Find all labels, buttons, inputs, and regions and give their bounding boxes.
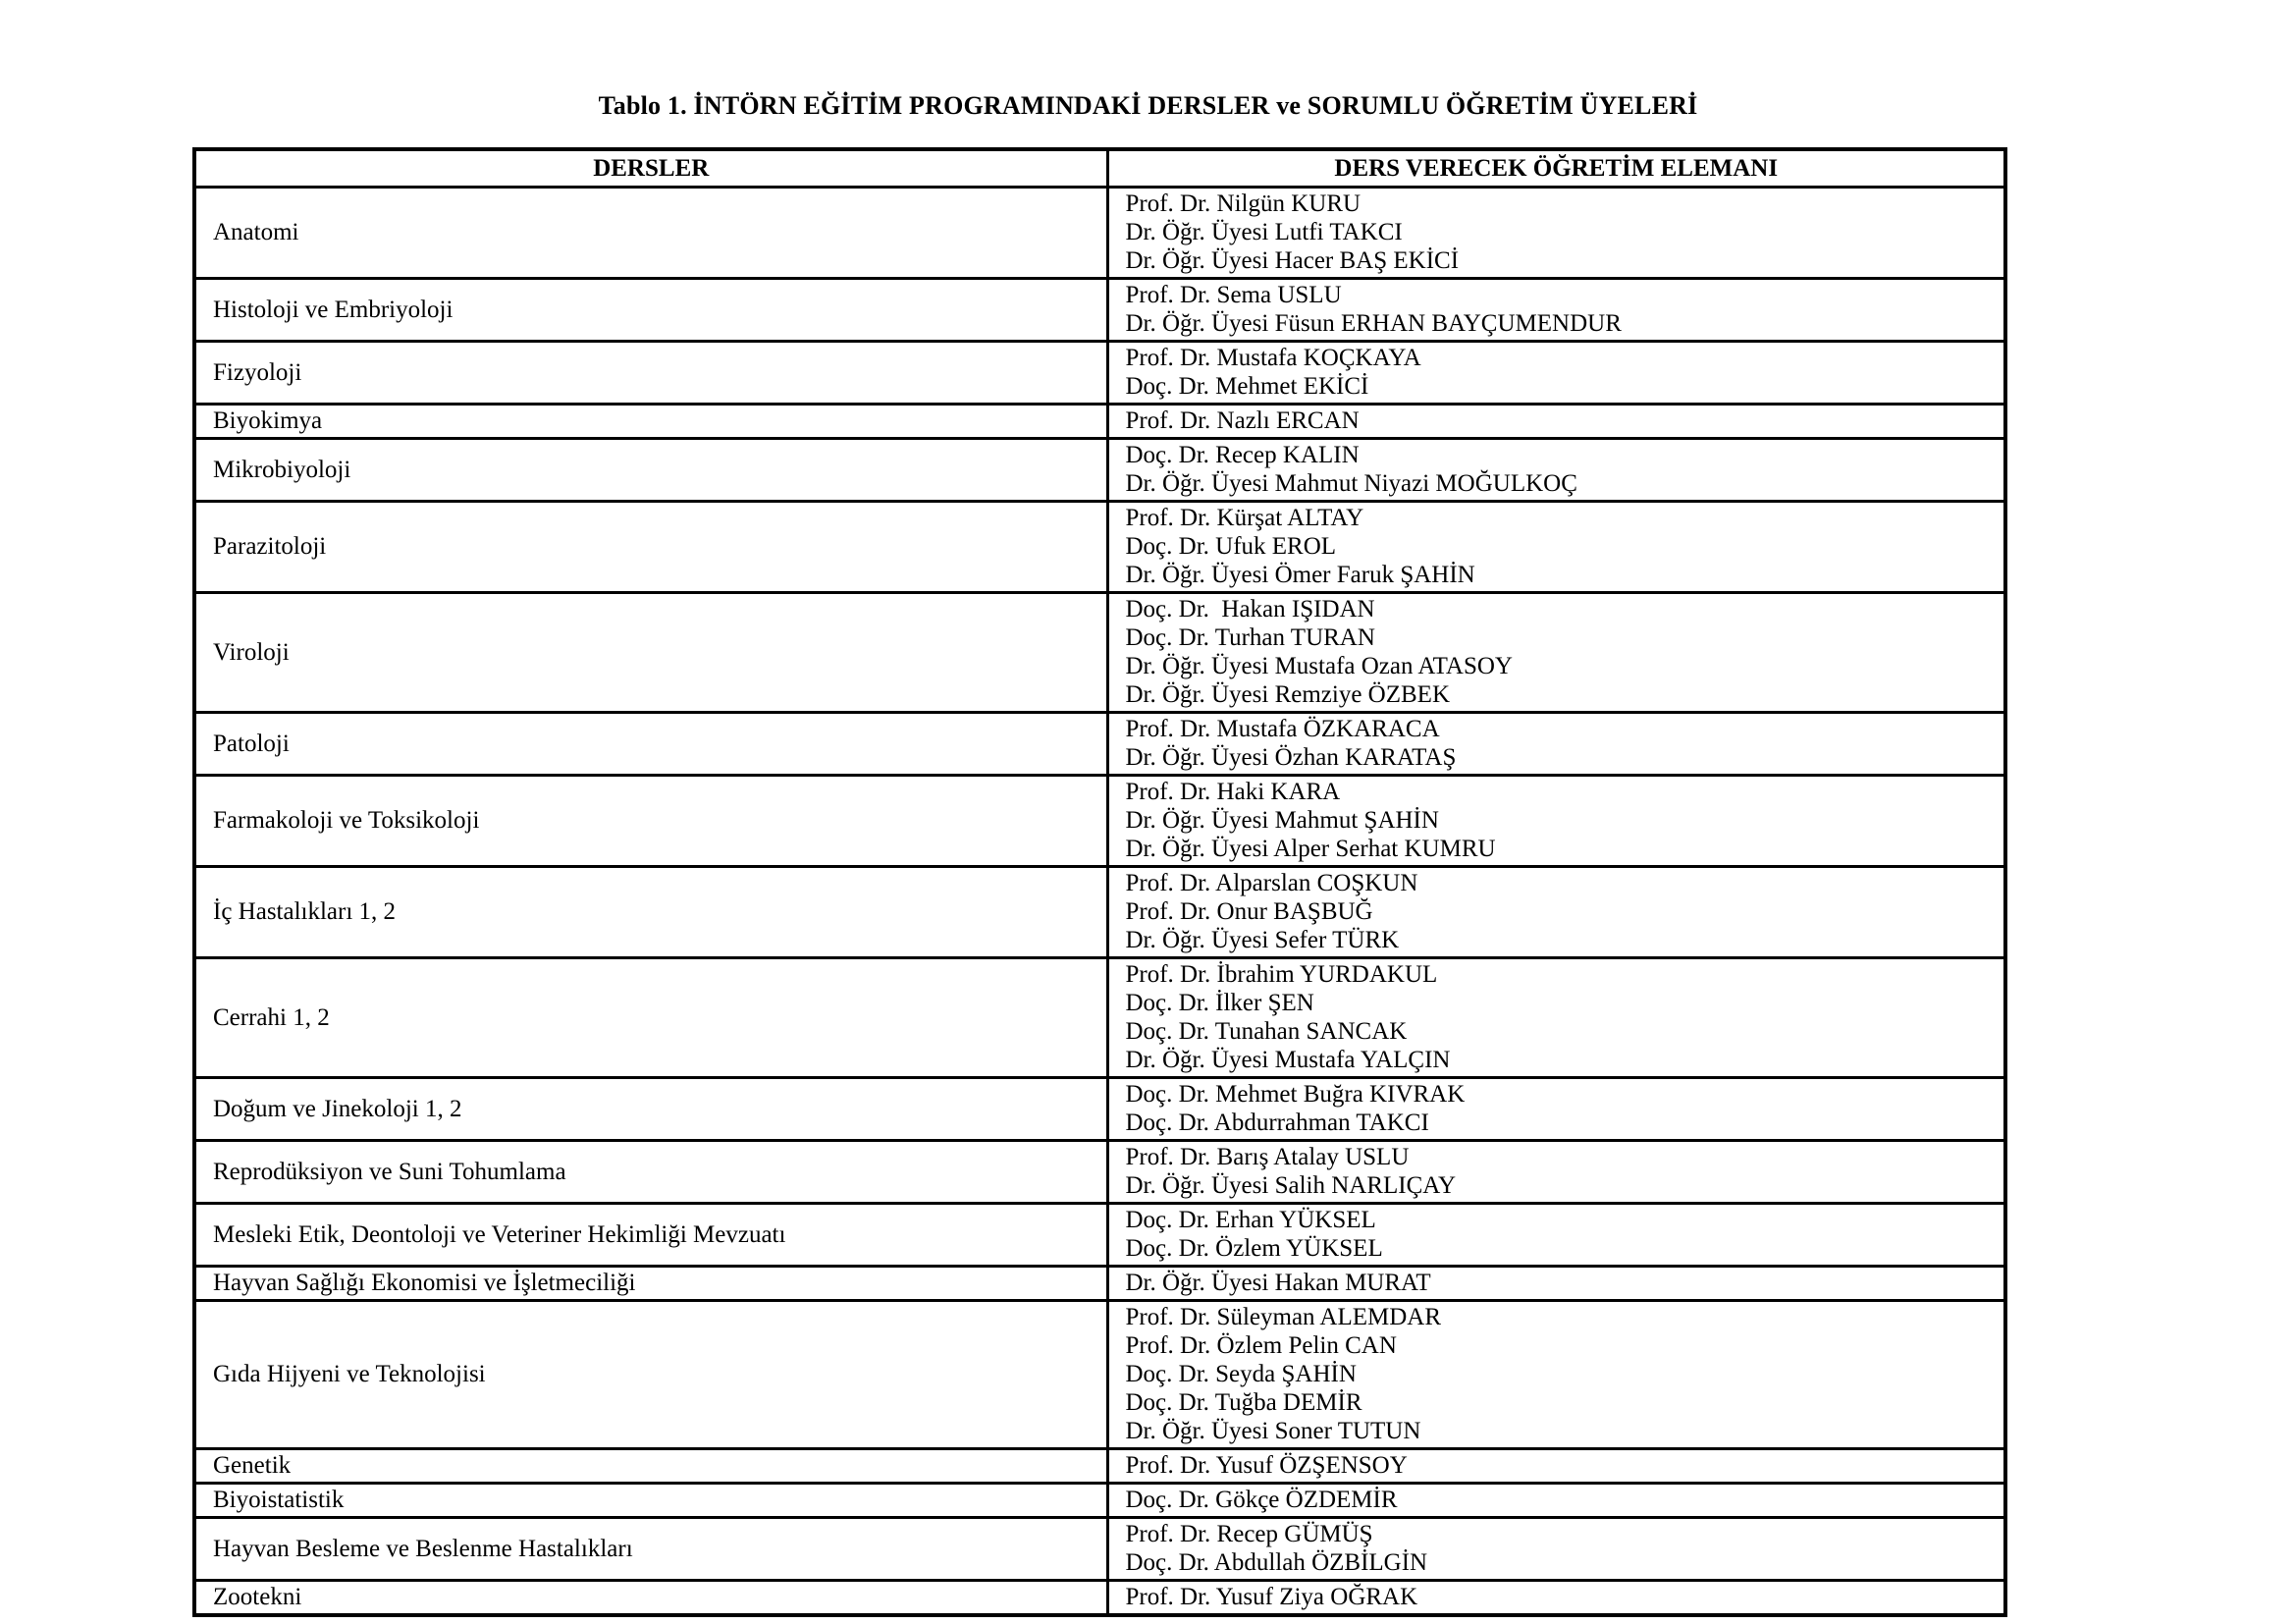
- instructors-cell: [1107, 188, 2005, 279]
- instructor-line: Prof. Dr. Süleyman ALEMDAR: [1125, 1304, 1442, 1330]
- instructor-line: Dr. Öğr. Üyesi Soner TUTUN: [1125, 1418, 1421, 1444]
- course-name: Viroloji: [194, 593, 1107, 713]
- instructors-cell: [1107, 1141, 2005, 1204]
- instructor-line: Doç. Dr. Abdullah ÖZBİLGİN: [1125, 1549, 1428, 1576]
- instructor-line: Dr. Öğr. Üyesi Mustafa Ozan ATASOY: [1125, 653, 1513, 679]
- course-name: Genetik: [194, 1449, 1107, 1484]
- instructor-line: Prof. Dr. Kürşat ALTAY: [1125, 505, 1364, 531]
- instructors-cell: [1107, 1449, 2005, 1484]
- course-name: Hayvan Besleme ve Beslenme Hastalıkları: [194, 1518, 1107, 1581]
- table-row: [194, 1141, 2005, 1204]
- course-name: Zootekni: [194, 1581, 1107, 1616]
- instructor-line: Doç. Dr. Seyda ŞAHİN: [1125, 1361, 1357, 1387]
- instructor-line: Dr. Öğr. Üyesi Hacer BAŞ EKİCİ: [1125, 247, 1460, 274]
- table-row: [194, 502, 2005, 593]
- instructor-line: Prof. Dr. Barış Atalay USLU: [1125, 1144, 1410, 1170]
- instructor-line: Doç. Dr. Abdurrahman TAKCI: [1125, 1110, 1429, 1136]
- instructor-line: Dr. Öğr. Üyesi Mustafa YALÇIN: [1125, 1047, 1451, 1073]
- instructor-line: Dr. Öğr. Üyesi Mahmut Niyazi MOĞULKOÇ: [1125, 470, 1577, 497]
- course-name: Fizyoloji: [194, 342, 1107, 405]
- table-row: [194, 1518, 2005, 1581]
- table-row: [194, 958, 2005, 1078]
- course-name: Histoloji ve Embriyoloji: [194, 279, 1107, 342]
- course-name: Anatomi: [194, 188, 1107, 279]
- instructors-cell: [1107, 958, 2005, 1078]
- instructor-line: Dr. Öğr. Üyesi Remziye ÖZBEK: [1125, 681, 1451, 708]
- table-header-row: [194, 149, 2005, 188]
- instructor-line: Doç. Dr. İlker ŞEN: [1125, 990, 1314, 1016]
- instructor-line: Prof. Dr. Nilgün KURU: [1125, 190, 1362, 217]
- table-body: [194, 188, 2005, 1616]
- course-name: Reprodüksiyon ve Suni Tohumlama: [194, 1141, 1107, 1204]
- table-row: [194, 1581, 2005, 1616]
- instructor-line: Prof. Dr. Mustafa KOÇKAYA: [1125, 345, 1421, 371]
- instructor-line: Prof. Dr. Haki KARA: [1125, 779, 1341, 805]
- course-name: Hayvan Sağlığı Ekonomisi ve İşletmeciliği: [194, 1267, 1107, 1301]
- instructors-cell: [1107, 1484, 2005, 1518]
- table-row: [194, 713, 2005, 776]
- courses-table: [192, 147, 2007, 1617]
- table-row: [194, 1449, 2005, 1484]
- instructors-cell: [1107, 593, 2005, 713]
- course-name: Biyoistatistik: [194, 1484, 1107, 1518]
- instructor-line: Dr. Öğr. Üyesi Hakan MURAT: [1125, 1270, 1431, 1296]
- instructor-line: Prof. Dr. Sema USLU: [1125, 282, 1342, 308]
- table-row: [194, 867, 2005, 958]
- instructors-cell: [1107, 1581, 2005, 1616]
- instructor-line: Doç. Dr. Özlem YÜKSEL: [1125, 1235, 1383, 1262]
- instructor-line: Prof. Dr. İbrahim YURDAKUL: [1125, 961, 1438, 988]
- instructor-line: Prof. Dr. Nazlı ERCAN: [1125, 407, 1360, 434]
- table-row: [194, 342, 2005, 405]
- course-name: Farmakoloji ve Toksikoloji: [194, 776, 1107, 867]
- column-header-lecturers: DERS VERECEK ÖĞRETİM ELEMANI: [1107, 149, 2005, 188]
- instructor-line: Dr. Öğr. Üyesi Özhan KARATAŞ: [1125, 744, 1457, 771]
- instructor-line: Doç. Dr. Gökçe ÖZDEMİR: [1125, 1487, 1398, 1513]
- course-name: Patoloji: [194, 713, 1107, 776]
- table-row: [194, 593, 2005, 713]
- instructors-cell: [1107, 1518, 2005, 1581]
- instructors-cell: [1107, 405, 2005, 439]
- table-row: [194, 1301, 2005, 1449]
- course-name: Gıda Hijyeni ve Teknolojisi: [194, 1301, 1107, 1449]
- table-row: [194, 439, 2005, 502]
- instructors-cell: [1107, 342, 2005, 405]
- instructor-line: Doç. Dr. Erhan YÜKSEL: [1125, 1207, 1376, 1233]
- instructor-line: Dr. Öğr. Üyesi Ömer Faruk ŞAHİN: [1125, 562, 1475, 588]
- course-name: Biyokimya: [194, 405, 1107, 439]
- table-row: [194, 279, 2005, 342]
- table-row: [194, 405, 2005, 439]
- instructor-line: Prof. Dr. Recep GÜMÜŞ: [1125, 1521, 1373, 1547]
- instructors-cell: [1107, 279, 2005, 342]
- table-caption: Tablo 1. İNTÖRN EĞİTİM PROGRAMINDAKİ DERSLER ve SORUMLU ÖĞRETİM ÜYELERİ: [598, 91, 1698, 120]
- instructor-line: Doç. Dr. Mehmet Buğra KIVRAK: [1125, 1081, 1466, 1108]
- instructor-line: Doç. Dr. Recep KALIN: [1125, 442, 1360, 468]
- instructor-line: Prof. Dr. Mustafa ÖZKARACA: [1125, 716, 1440, 742]
- instructor-line: Dr. Öğr. Üyesi Füsun ERHAN BAYÇUMENDUR: [1125, 310, 1622, 337]
- course-name: Mesleki Etik, Deontoloji ve Veteriner Hekimliği Mevzuatı: [194, 1204, 1107, 1267]
- instructor-line: Dr. Öğr. Üyesi Sefer TÜRK: [1125, 927, 1400, 953]
- course-name: İç Hastalıkları 1, 2: [194, 867, 1107, 958]
- instructor-line: Dr. Öğr. Üyesi Salih NARLIÇAY: [1125, 1172, 1457, 1199]
- table-row: [194, 776, 2005, 867]
- course-name: Parazitoloji: [194, 502, 1107, 593]
- instructor-line: Doç. Dr. Tunahan SANCAK: [1125, 1018, 1408, 1045]
- column-header-courses: DERSLER: [194, 149, 1107, 188]
- instructors-cell: [1107, 502, 2005, 593]
- course-name: Doğum ve Jinekoloji 1, 2: [194, 1078, 1107, 1141]
- instructor-line: Prof. Dr. Alparslan COŞKUN: [1125, 870, 1418, 896]
- instructor-line: Prof. Dr. Onur BAŞBUĞ: [1125, 898, 1373, 925]
- instructors-cell: [1107, 439, 2005, 502]
- course-name: Mikrobiyoloji: [194, 439, 1107, 502]
- instructor-line: Prof. Dr. Yusuf ÖZŞENSOY: [1125, 1452, 1408, 1479]
- instructors-cell: [1107, 776, 2005, 867]
- instructor-line: Doç. Dr. Mehmet EKİCİ: [1125, 373, 1369, 400]
- instructor-line: Prof. Dr. Yusuf Ziya OĞRAK: [1125, 1584, 1418, 1610]
- instructors-cell: [1107, 1301, 2005, 1449]
- instructors-cell: [1107, 1204, 2005, 1267]
- instructor-line: Dr. Öğr. Üyesi Lutfi TAKCI: [1125, 219, 1403, 245]
- table-row: [194, 1267, 2005, 1301]
- instructors-cell: [1107, 1267, 2005, 1301]
- instructor-line: Doç. Dr. Tuğba DEMİR: [1125, 1389, 1362, 1416]
- table-row: [194, 1484, 2005, 1518]
- instructor-line: Doç. Dr. Ufuk EROL: [1125, 533, 1337, 560]
- instructor-line: Dr. Öğr. Üyesi Alper Serhat KUMRU: [1125, 836, 1496, 862]
- instructor-line: Doç. Dr. Hakan IŞIDAN: [1125, 596, 1375, 623]
- instructors-cell: [1107, 713, 2005, 776]
- course-name: Cerrahi 1, 2: [194, 958, 1107, 1078]
- table-row: [194, 1204, 2005, 1267]
- instructors-cell: [1107, 867, 2005, 958]
- table-row: [194, 1078, 2005, 1141]
- instructor-line: Doç. Dr. Turhan TURAN: [1125, 624, 1375, 651]
- table-row: [194, 188, 2005, 279]
- instructor-line: Dr. Öğr. Üyesi Mahmut ŞAHİN: [1125, 807, 1439, 834]
- instructors-cell: [1107, 1078, 2005, 1141]
- instructor-line: Prof. Dr. Özlem Pelin CAN: [1125, 1332, 1397, 1359]
